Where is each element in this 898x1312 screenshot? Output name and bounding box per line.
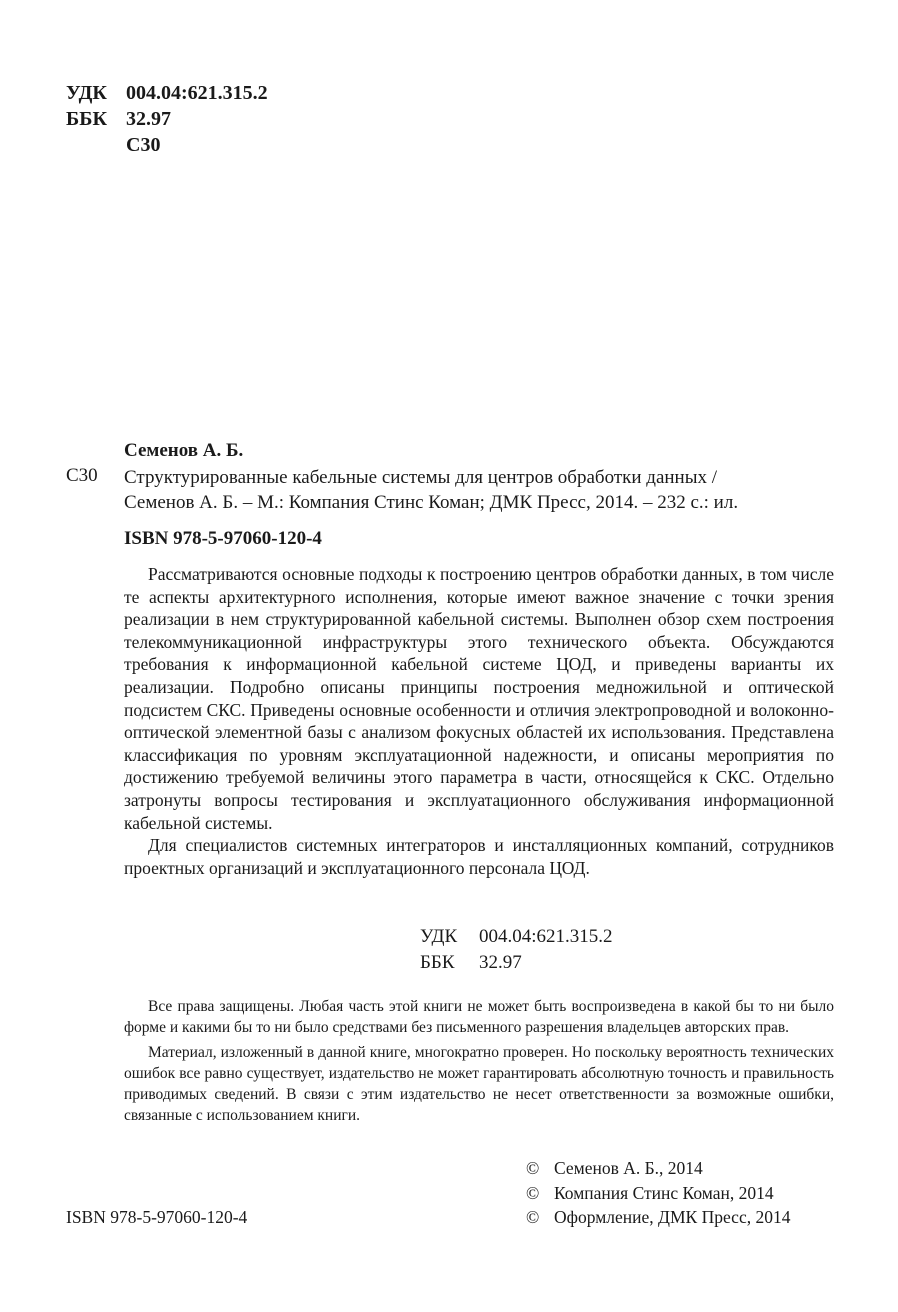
- bbk-value: 32.97: [126, 108, 171, 130]
- copyright-text: Оформление, ДМК Пресс, 2014: [554, 1207, 791, 1227]
- card-description-line: Структурированные кабельные системы для центров обработки данных /: [124, 467, 718, 488]
- card-code: С30: [66, 465, 98, 486]
- copyright-line: [526, 1158, 703, 1179]
- udk-value: 004.04:621.315.2: [126, 82, 268, 104]
- card-description: [124, 465, 834, 515]
- udk-value: 004.04:621.315.2: [479, 926, 613, 947]
- card-description-line: Семенов А. Б. – М.: Компания Стинс Коман; ДМК Пресс, 2014. – 232 с.: ил.: [124, 492, 739, 513]
- copyright-line: [526, 1207, 790, 1228]
- copyright-line: [526, 1183, 774, 1204]
- copyright-icon: ©: [526, 1158, 540, 1178]
- card-isbn: ISBN 978-5-97060-120-4: [124, 528, 322, 549]
- copyright-icon: ©: [526, 1207, 540, 1227]
- bbk-label: ББК: [66, 108, 107, 130]
- udk-label: УДК: [66, 82, 107, 104]
- footer-isbn: ISBN 978-5-97060-120-4: [66, 1207, 248, 1227]
- copyright-text: Компания Стинс Коман, 2014: [554, 1183, 774, 1203]
- rights-paragraph: Все права защищены. Любая часть этой книги не может быть воспроизведена в какой бы то ни было форме и какими бы то ни было средствами без письменного разрешения владельцев авторских прав.: [124, 998, 834, 1036]
- author-sign: С30: [126, 134, 161, 156]
- rights-paragraph: Материал, изложенный в данной книге, многократно проверен. Но поскольку вероятность технических ошибок все равно существует, издательство не может гарантировать абсолютную точность и правильность приводимых сведений. В связи с этим издательство не несет ответственности за возможные ошибки, связанные с использованием книги.: [124, 1044, 834, 1124]
- copyright-icon: ©: [526, 1183, 540, 1203]
- bbk-value: 32.97: [479, 952, 522, 973]
- annotation-paragraph: Для специалистов системных интеграторов и инсталляционных компаний, сотрудников проектных организаций и эксплуатационного персонала ЦОД.: [124, 835, 834, 878]
- copyright-text: Семенов А. Б., 2014: [554, 1158, 703, 1178]
- udk-label: УДК: [420, 926, 458, 947]
- rights-notice: [124, 996, 834, 1130]
- annotation: [124, 563, 834, 879]
- bbk-label: ББК: [420, 952, 455, 973]
- annotation-paragraph: Рассматриваются основные подходы к построению центров обработки данных, в том числе те аспекты архитектурного исполнения, которые имеют важное значение с точки зрения реализации в нем структурированной кабельной системы. Выполнен обзор схем построения телекоммуникационной инфраструктуры этого технического объекта. Обсуждаются требования к информационной кабельной системе ЦОД, и приведены варианты их реализации. Подробно описаны принципы построения медножильной и оптической подсистем СКС. Приведены основные особенности и отличия электропроводной и волоконно-оптической элементной базы с анализом фокусных областей их использования. Представлена классификация по уровням эксплуатационной надежности, и описаны мероприятия по достижению требуемой величины этого параметра в части, относящейся к СКС. Отдельно затронуты вопросы тестирования и эксплуатационного обслуживания информационной кабельной системы.: [124, 564, 834, 833]
- card-author: Семенов А. Б.: [124, 440, 244, 461]
